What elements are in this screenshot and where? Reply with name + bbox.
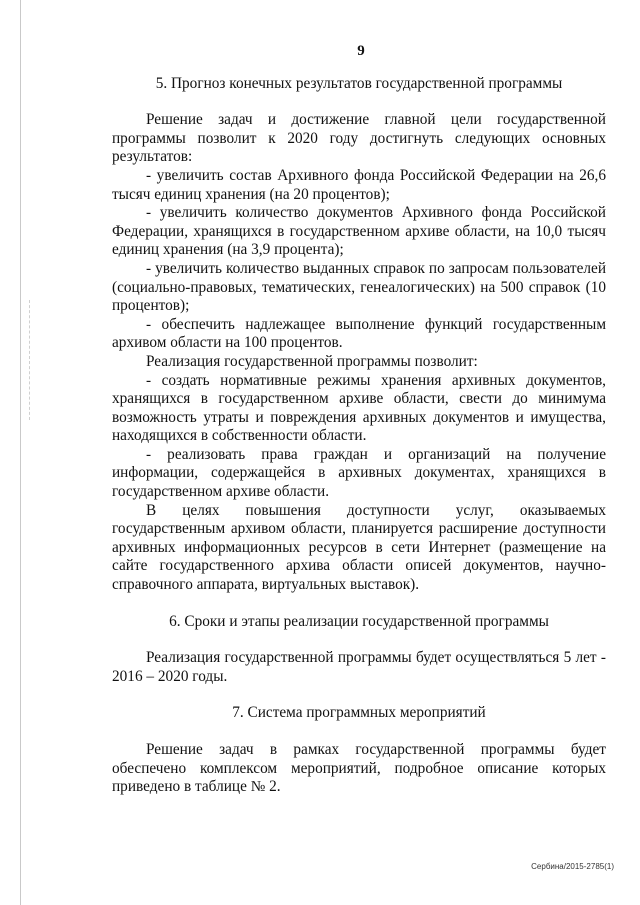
section-5-paragraph: - обеспечить надлежащее выполнение функций государственным архивом области на 100 процентов. — [112, 315, 606, 352]
section-5-paragraph: Решение задач и достижение главной цели государственной программы позволит к 2020 году достигнуть следующих основных результатов: — [112, 111, 606, 166]
section-6-paragraph: Реализация государственной программы будет осуществляться 5 лет - 2016 – 2020 годы. — [112, 649, 606, 685]
section-5-paragraph: - создать нормативные режимы хранения архивных документов, хранящихся в государственном архиве области, свести до минимума возможность утраты и повреждения архивных документов и имущества, находящихся в собственности области. — [112, 371, 606, 445]
section-5-paragraph: - увеличить количество выданных справок по запросам пользователей (социально-правовых, тематических, генеалогических) на 500 справок (10 процентов); — [112, 259, 606, 315]
document-page — [112, 42, 606, 797]
section-5-paragraph: В целях повышения доступности услуг, оказываемых государственным архивом области, планируется расширение доступности архивных информационных ресурсов в сети Интернет (размещение на сайте государственного архива области описей документов, научно-справочного аппарата, виртуальных выставок). — [112, 501, 606, 594]
section-5-paragraph: - увеличить количество документов Архивного фонда Российской Федерации, хранящихся в государственном архиве области, на 10,0 тысяч единиц хранения (на 3,9 процента); — [112, 204, 606, 259]
scan-edge-line — [20, 0, 21, 905]
document-footer-code: Сербина/2015-2785(1) — [531, 862, 614, 871]
page-number: 9 — [357, 43, 365, 59]
section-5-paragraph: - реализовать права граждан и организаций на получение информации, содержащейся в архивных документах, хранящихся в государственном архиве области. — [112, 445, 606, 501]
section-7-title: 7. Система программных мероприятий — [232, 704, 486, 722]
section-7-paragraph: Решение задач в рамках государственной программы будет обеспечено комплексом мероприятий, подробное описание которых приведено в таблице № 2. — [112, 741, 606, 796]
scan-edge-mark — [29, 300, 31, 420]
section-5-paragraph: Реализация государственной программы позволит: — [146, 352, 478, 370]
section-5-title: 5. Прогноз конечных результатов государственной программы — [155, 74, 563, 92]
section-6-title: 6. Сроки и этапы реализации государственной программы — [169, 612, 549, 630]
section-5-paragraph: - увеличить состав Архивного фонда Российской Федерации на 26,6 тысяч единиц хранения (на 20 процентов); — [112, 166, 606, 203]
